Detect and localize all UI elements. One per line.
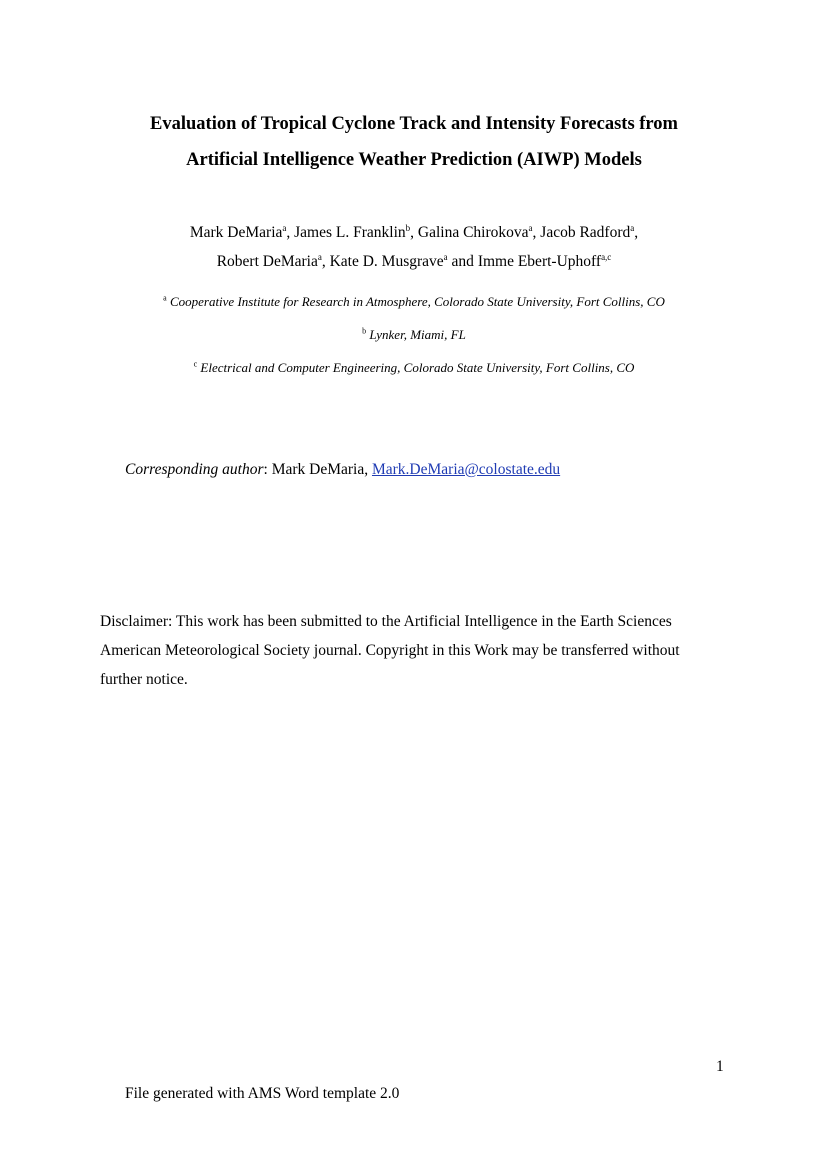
affiliation-c [0, 360, 828, 376]
footer-template-note: File generated with AMS Word template 2.0 [125, 1085, 400, 1102]
author-name: Jacob Radford [540, 224, 631, 241]
disclaimer-line-2: American Meteorological Society journal. Copyright in this Work may be transferred without [100, 642, 680, 659]
disclaimer [100, 607, 750, 694]
paper-title [0, 106, 828, 178]
author-affiliation-mark: a [630, 222, 635, 233]
page-number: 1 [716, 1058, 724, 1075]
author-list [0, 218, 828, 276]
author-name: James L. Franklin [294, 224, 406, 241]
author-affiliation-mark: b [405, 222, 411, 233]
author-name: Robert DeMaria [216, 253, 318, 270]
author-separator: and [447, 253, 478, 270]
author-affiliation-mark: a [317, 251, 322, 262]
author-separator: , [286, 224, 295, 241]
affiliation-a [0, 294, 828, 310]
author-name: Mark DeMaria [189, 224, 283, 241]
author-name: Imme Ebert-Uphoff [477, 253, 602, 270]
author-affiliation-mark: a [443, 251, 448, 262]
affiliation-mark: c [193, 359, 198, 369]
corresponding-author-email-link[interactable]: Mark.DeMaria@colostate.edu [371, 461, 561, 478]
affiliation-text: Cooperative Institute for Research in Atmosphere, Colorado State University, Fort Collins, CO [169, 294, 665, 309]
disclaimer-line-3: further notice. [100, 671, 188, 688]
title-line-2: Artificial Intelligence Weather Prediction (AIWP) Models [186, 150, 642, 170]
corresponding-author [125, 461, 560, 479]
corresponding-author-colon: : [263, 461, 272, 478]
affiliation-b [0, 327, 828, 343]
author-affiliation-mark: a [282, 222, 287, 233]
affiliation-mark: b [362, 326, 367, 336]
disclaimer-line-1: Disclaimer: This work has been submitted to the Artificial Intelligence in the Earth Sciences [100, 613, 672, 630]
author-affiliation-mark: a,c [601, 251, 612, 262]
corresponding-author-name: Mark DeMaria, [271, 461, 372, 478]
author-affiliation-mark: a [528, 222, 533, 233]
affiliation-mark: a [163, 293, 167, 303]
author-separator: , [532, 224, 541, 241]
author-separator: , [321, 253, 330, 270]
author-line-1 [0, 218, 828, 247]
affiliation-text: Electrical and Computer Engineering, Colorado State University, Fort Collins, CO [200, 360, 635, 375]
affiliation-text: Lynker, Miami, FL [369, 327, 466, 342]
corresponding-author-label: Corresponding author [125, 461, 264, 478]
author-separator: , [634, 224, 639, 241]
author-name: Kate D. Musgrave [329, 253, 444, 270]
title-line-1: Evaluation of Tropical Cyclone Track and Intensity Forecasts from [150, 114, 678, 134]
author-separator: , [410, 224, 418, 241]
author-line-2 [0, 247, 828, 276]
author-name: Galina Chirokova [417, 224, 529, 241]
